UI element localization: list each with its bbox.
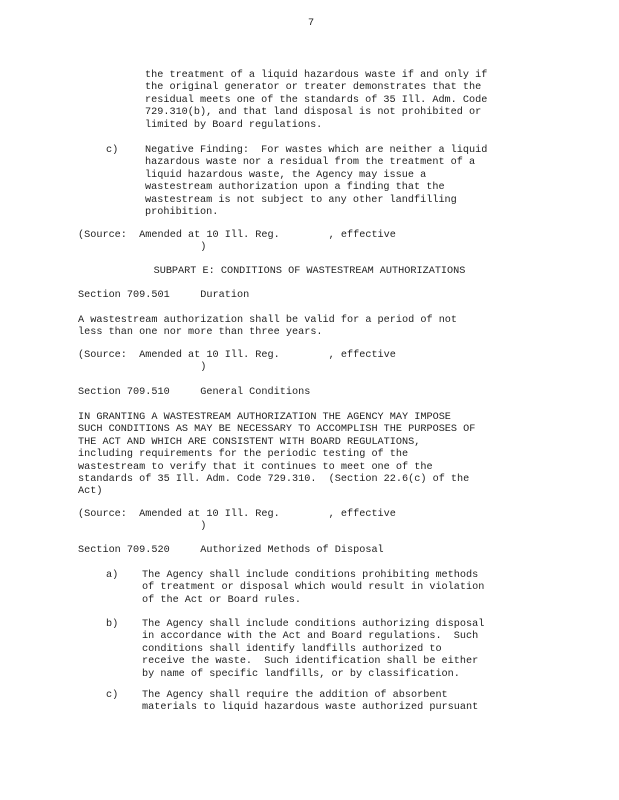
b-subpart-line: SUBPART E: CONDITIONS OF WASTESTREAM AUTHORIZATIONS [153, 266, 466, 277]
b-b-marker-line: b) [106, 619, 119, 630]
b-duration-line: less than one nor more than three years. [78, 327, 323, 339]
b-sec501-line: Section 709.501 Duration [78, 290, 250, 301]
b-c-line: Negative Finding: For wastes which are neither a liquid [145, 145, 488, 156]
b-duration-line: A wastestream authorization shall be valid for a period of not [78, 315, 458, 326]
b-sec520-line: Section 709.520 Authorized Methods of Disposal [78, 545, 384, 556]
b-c-line: liquid hazardous waste, the Agency may issue a [145, 169, 427, 181]
b-b-line: conditions shall identify landfills authorized to [142, 643, 442, 655]
b-a-line: The Agency shall include conditions prohibiting methods [142, 570, 479, 581]
page-number: 7 [308, 18, 315, 29]
b-source1-line: (Source: Amended at 10 Ill. Reg. , effective [78, 230, 396, 241]
b-c-marker-line: c) [106, 145, 119, 156]
b-cont-line: 729.310(b), and that land disposal is not prohibited or [145, 107, 482, 119]
b-source2-line: (Source: Amended at 10 Ill. Reg. , effective [78, 350, 396, 361]
b-c-line: wastestream is not subject to any other landfilling [145, 194, 457, 206]
b-general-line: SUCH CONDITIONS AS MAY BE NECESSARY TO ACCOMPLISH THE PURPOSES OF [78, 424, 476, 436]
b-general-line: wastestream to verify that it continues to meet one of the [78, 461, 433, 473]
b-sec510-line: Section 709.510 General Conditions [78, 387, 311, 398]
b-cont-line: limited by Board regulations. [145, 119, 323, 131]
b-b-line: in accordance with the Act and Board regulations. Such [142, 631, 479, 643]
b-general-line: standards of 35 Ill. Adm. Code 729.310. (Section 22.6(c) of the [78, 474, 470, 485]
b-general-line: Act) [78, 486, 103, 498]
b-c-line: wastestream authorization upon a finding that the [145, 182, 445, 194]
b-cont-line: residual meets one of the standards of 35 Ill. Adm. Code [145, 94, 488, 106]
b-b-line: receive the waste. Such identification shall be either [142, 656, 479, 668]
b-source3-line: ) [78, 521, 207, 533]
b-a-marker-line: a) [106, 570, 119, 581]
b-cont-line: the original generator or treater demonstrates that the [145, 82, 482, 94]
b-cont-line: the treatment of a liquid hazardous waste if and only if [145, 70, 488, 81]
b-source3-line: (Source: Amended at 10 Ill. Reg. , effective [78, 509, 396, 520]
b-general-line: THE ACT AND WHICH ARE CONSISTENT WITH BOARD REGULATIONS, [78, 436, 421, 448]
b-c2-marker-line: c) [106, 690, 119, 701]
b-a-line: of treatment or disposal which would result in violation [142, 582, 485, 594]
b-general-line: including requirements for the periodic testing of the [78, 449, 409, 461]
b-a-line: of the Act or Board rules. [142, 594, 301, 606]
b-source1-line: ) [78, 242, 207, 254]
b-general-line: IN GRANTING A WASTESTREAM AUTHORIZATION THE AGENCY MAY IMPOSE [78, 412, 451, 423]
b-b-line: by name of specific landfills, or by classification. [142, 668, 460, 680]
b-b-line: The Agency shall include conditions authorizing disposal [142, 619, 485, 630]
b-source2-line: ) [78, 362, 207, 374]
b-c-line: prohibition. [145, 207, 219, 218]
b-c-line: hazardous waste nor a residual from the treatment of a [145, 157, 476, 169]
b-c2-line: materials to liquid hazardous waste authorized pursuant [142, 702, 479, 714]
b-c2-line: The Agency shall require the addition of absorbent [142, 690, 448, 701]
